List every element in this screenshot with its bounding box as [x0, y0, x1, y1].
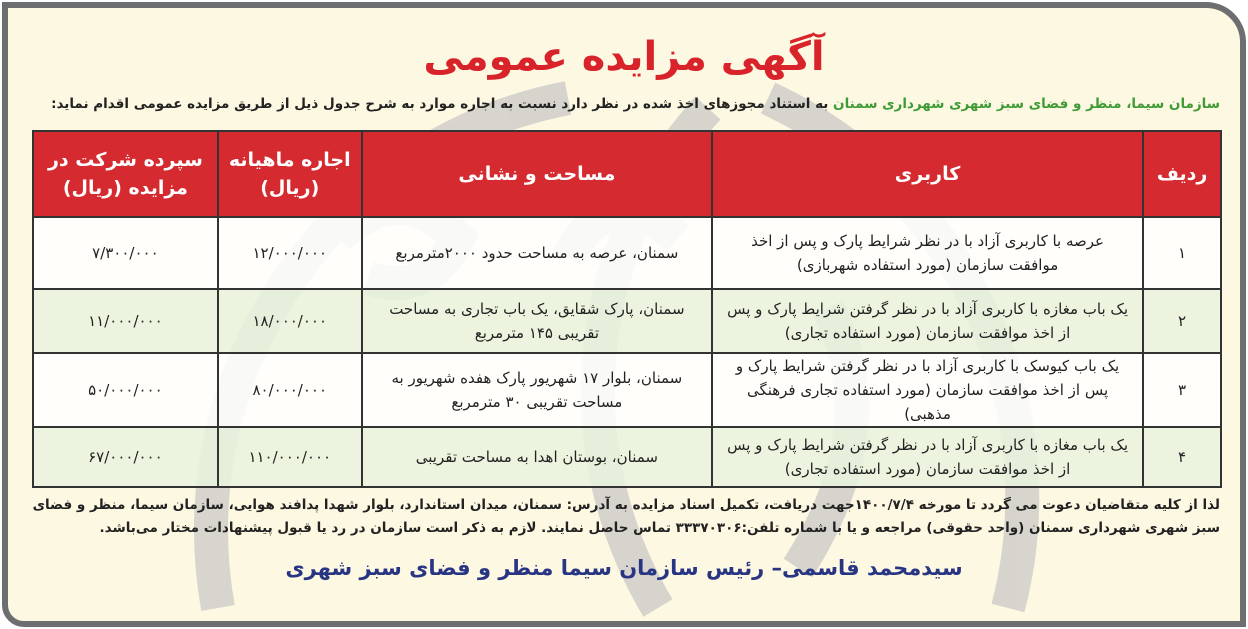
rent-cell: ۱۸/۰۰۰/۰۰۰ — [218, 289, 362, 353]
rent-cell: ۱۲/۰۰۰/۰۰۰ — [218, 217, 362, 289]
signature: سیدمحمد قاسمی– رئیس سازمان سیما منظر و فضای سبز شهری — [285, 556, 963, 580]
intro-text — [51, 96, 1220, 112]
table-row — [33, 353, 1221, 427]
page-title: آگهی مزایده عمومی — [423, 34, 825, 80]
auction-table — [32, 130, 1222, 488]
address-cell: سمنان، بوستان اهدا به مساحت تقریبی — [362, 427, 712, 487]
deposit-cell: ۱۱/۰۰۰/۰۰۰ — [33, 289, 218, 353]
address-cell: سمنان، پارک شقایق، یک باب تجاری به مساحت تقریبی ۱۴۵ مترمربع — [362, 289, 712, 353]
deposit-cell: ۶۷/۰۰۰/۰۰۰ — [33, 427, 218, 487]
header-address: مساحت و نشانی — [362, 131, 712, 217]
table-row — [33, 217, 1221, 289]
footer-text: لذا از کلیه متقاضیان دعوت می گردد تا مورخه ۱۴۰۰/۷/۴جهت دریافت، تکمیل اسناد مزایده به آدرس: سمنان، میدان استاندارد، بلوار شهدا پدافند هوایی، سازمان سیما، منظر و فضای سبز شهری شهرداری سمنان (واحد حقوقی) مراجعه و یا با شماره تلفن:۳۳۳۷۰۳۰۶ تماس حاصل نمایند. لازم به ذکر است سازمان در رد یا قبول پیشنهادات مختار می‌باشد. — [32, 497, 1220, 536]
row-number: ۲ — [1143, 289, 1221, 353]
header-row-number: ردیف — [1143, 131, 1221, 217]
row-number: ۳ — [1143, 353, 1221, 427]
table-header — [33, 131, 1221, 217]
address-cell: سمنان، عرصه به مساحت حدود ۲۰۰۰مترمربع — [362, 217, 712, 289]
table-row — [33, 427, 1221, 487]
intro-body: به استناد مجوزهای اخذ شده در نظر دارد نسبت به اجاره موارد به شرح جدول ذیل از طریق مزایده عمومی اقدام نماید: — [51, 96, 834, 112]
row-number: ۱ — [1143, 217, 1221, 289]
header-usage: کاربری — [712, 131, 1143, 217]
table-row — [33, 289, 1221, 353]
organization-name: سازمان سیما، منظر و فضای سبز شهری شهرداری سمنان — [833, 96, 1220, 112]
usage-cell: عرصه با کاربری آزاد با در نظر شرایط پارک و پس از اخذ موافقت سازمان (مورد استفاده شهربازی) — [712, 217, 1143, 289]
deposit-cell: ۷/۳۰۰/۰۰۰ — [33, 217, 218, 289]
rent-cell: ۸۰/۰۰۰/۰۰۰ — [218, 353, 362, 427]
usage-cell: یک باب مغازه با کاربری آزاد با در نظر گرفتن شرایط پارک و پس از اخذ موافقت سازمان (مورد استفاده تجاری) — [712, 289, 1143, 353]
header-deposit: سپرده شرکت در مزایده (ریال) — [33, 131, 218, 217]
deposit-cell: ۵۰/۰۰۰/۰۰۰ — [33, 353, 218, 427]
ad-frame — [2, 2, 1246, 627]
address-cell: سمنان، بلوار ۱۷ شهریور پارک هفده شهریور به مساحت تقریبی ۳۰ مترمربع — [362, 353, 712, 427]
usage-cell: یک باب مغازه با کاربری آزاد با در نظر گرفتن شرایط پارک و پس از اخذ موافقت سازمان (مورد استفاده تجاری) — [712, 427, 1143, 487]
rent-cell: ۱۱۰/۰۰۰/۰۰۰ — [218, 427, 362, 487]
row-number: ۴ — [1143, 427, 1221, 487]
usage-cell: یک باب کیوسک با کاربری آزاد با در نظر گرفتن شرایط پارک و پس از اخذ موافقت سازمان (مورد استفاده تجاری فرهنگی مذهبی) — [712, 353, 1143, 427]
header-rent: اجاره ماهیانه (ریال) — [218, 131, 362, 217]
